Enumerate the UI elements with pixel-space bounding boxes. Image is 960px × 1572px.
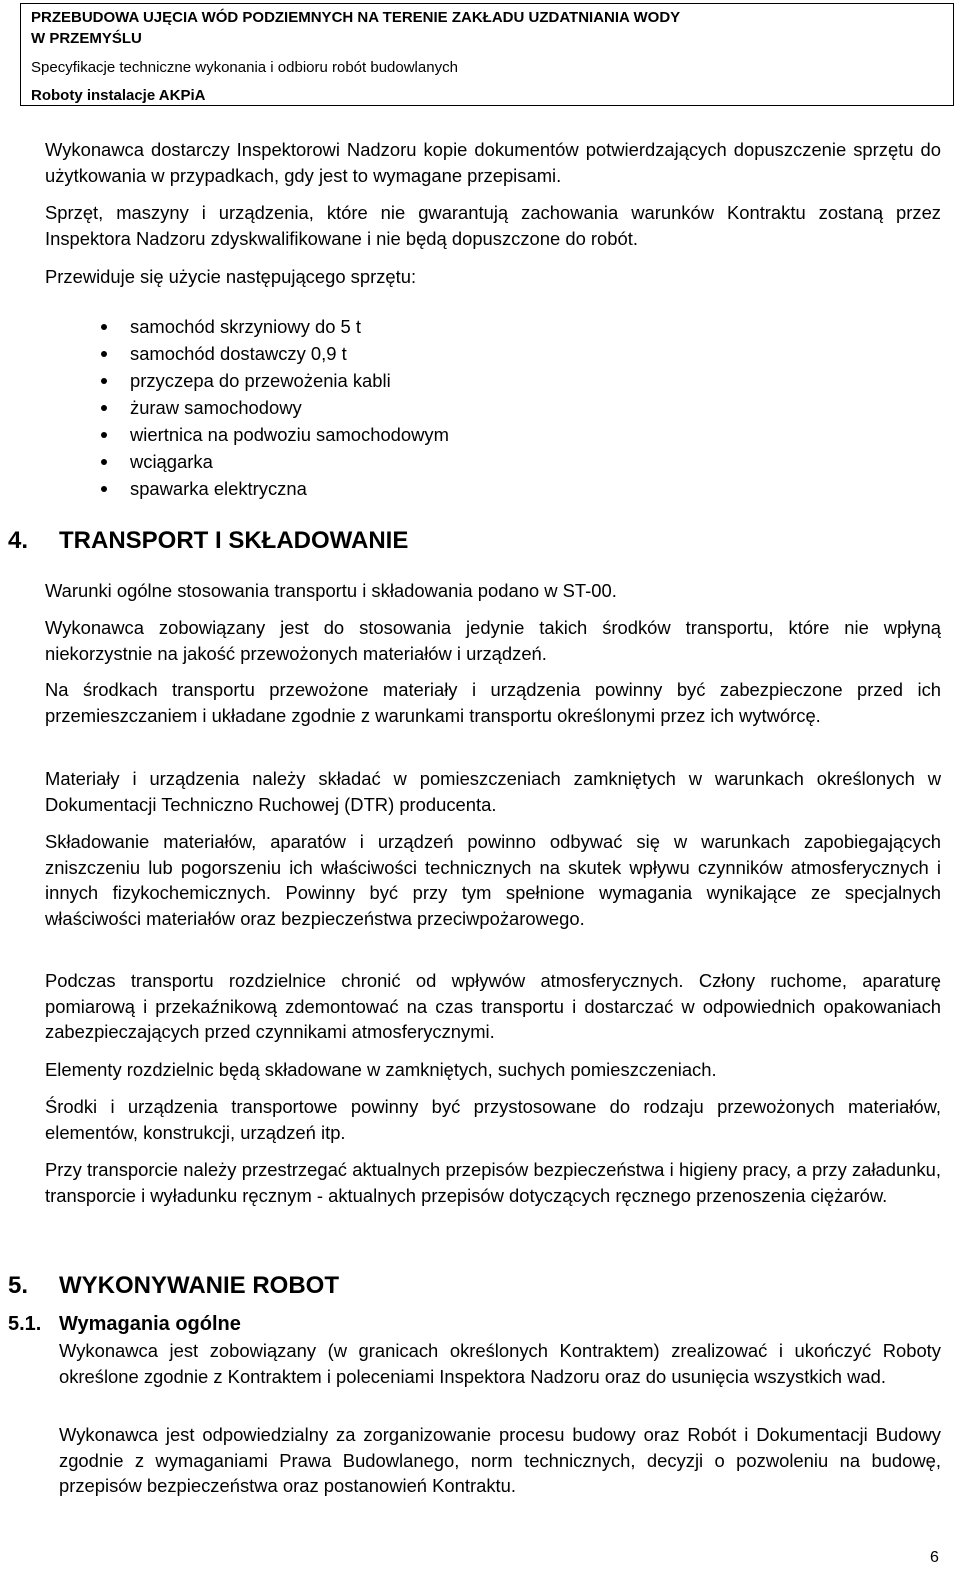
section-4-paragraph: Elementy rozdzielnic będą składowane w zamkniętych, suchych pomieszczeniach. <box>45 1059 717 1080</box>
intro-paragraph-1: Wykonawca dostarczy Inspektorowi Nadzoru kopie dokumentów potwierdzających dopuszczenie sprzętu do użytkowania w przypadkach, gdy jest to wymagane przepisami. <box>45 139 941 186</box>
section-4-paragraph: Materiały i urządzenia należy składać w pomieszczeniach zamkniętych w warunkach określonych w Dokumentacji Techniczno Ruchowej (DTR) producenta. <box>45 768 941 815</box>
list-item <box>130 421 449 448</box>
section-4-title: TRANSPORT I SKŁADOWANIE <box>59 527 409 554</box>
bullet-icon <box>101 378 107 384</box>
section-4-paragraph: Przy transporcie należy przestrzegać aktualnych przepisów bezpieczeństwa i higieny pracy, a przy załadunku, transporcie i wyładunku ręcznym - aktualnych przepisów dotyczących ręcznego przenoszenia ciężarów. <box>45 1159 941 1206</box>
list-item-text: żuraw samochodowy <box>130 397 302 418</box>
section-5-1-title: Wymagania ogólne <box>59 1313 241 1335</box>
section-5-paragraph: Wykonawca jest odpowiedzialny za zorganizowanie procesu budowy oraz Robót i Dokumentacji Budowy zgodnie z wymaganiami Prawa Budowlanego, norm technicznych, decyzji o pozwoleniu na budowę, przepisów bezpieczeństwa oraz postanowień Kontraktu. <box>59 1424 941 1496</box>
list-item-text: samochód dostawczy 0,9 t <box>130 343 347 364</box>
section-5-title: WYKONYWANIE ROBOT <box>59 1272 339 1299</box>
list-item-text: spawarka elektryczna <box>130 478 307 499</box>
section-4-paragraph: Wykonawca zobowiązany jest do stosowania jedynie takich środków transportu, które nie wpłyną niekorzystnie na jakość przewożonych materiałów i urządzeń. <box>45 617 941 664</box>
bullet-icon <box>101 486 107 492</box>
list-item-text: wiertnica na podwoziu samochodowym <box>130 424 449 445</box>
page-number: 6 <box>930 1549 939 1566</box>
list-item <box>130 475 307 502</box>
header-title-line1: PRZEBUDOWA UJĘCIA WÓD PODZIEMNYCH NA TERENIE ZAKŁADU UZDATNIANIA WODY <box>31 9 681 26</box>
list-item <box>130 367 391 394</box>
section-4-paragraph: Środki i urządzenia transportowe powinny być przystosowane do rodzaju przewożonych materiałów, elementów, konstrukcji, urządzeń itp. <box>45 1096 941 1143</box>
intro-paragraph-2: Sprzęt, maszyny i urządzenia, które nie gwarantują zachowania warunków Kontraktu zostaną przez Inspektora Nadzoru zdyskwalifikowane i nie będą dopuszczone do robót. <box>45 202 941 249</box>
list-item <box>130 448 213 475</box>
section-4-number: 4. <box>8 527 29 554</box>
section-4-paragraph: Na środkach transportu przewożone materiały i urządzenia powinny być zabezpieczone przed ich przemieszczaniem i układane zgodnie z warunkami transportu określonymi przez ich wytwórcę. <box>45 679 941 726</box>
header-subtitle: Specyfikacje techniczne wykonania i odbioru robót budowlanych <box>31 59 458 76</box>
bullet-icon <box>101 405 107 411</box>
list-item <box>130 313 361 340</box>
list-item-text: przyczepa do przewożenia kabli <box>130 370 391 391</box>
section-5-number: 5. <box>8 1272 29 1299</box>
header-section: Roboty instalacje AKPiA <box>31 87 206 104</box>
section-4-paragraph: Składowanie materiałów, aparatów i urządzeń powinno odbywać się w warunkach zapobiegających zniszczeniu lub pogorszeniu ich właściwości technicznych na skutek wpływu czynników atmosferycznych i innych fizykochemicznych. Powinny być przy tym spełnione wymagania wynikające ze specjalnych właściwości materiałów oraz bezpieczeństwa przeciwpożarowego. <box>45 831 941 929</box>
list-item <box>130 394 302 421</box>
intro-paragraph-3: Przewiduje się użycie następującego sprzętu: <box>45 266 417 287</box>
section-5-paragraph: Wykonawca jest zobowiązany (w granicach określonych Kontraktem) zrealizować i ukończyć Roboty określone zgodnie z Kontraktem i poleceniami Inspektora Nadzoru oraz do usunięcia wszystkich wad. <box>59 1340 941 1387</box>
document-header <box>20 3 954 106</box>
list-item-text: wciągarka <box>130 451 213 472</box>
section-5-1-number: 5.1. <box>8 1313 42 1335</box>
bullet-icon <box>101 351 107 357</box>
header-title-line2: W PRZEMYŚLU <box>31 30 142 47</box>
bullet-icon <box>101 432 107 438</box>
section-4-paragraph: Warunki ogólne stosowania transportu i składowania podano w ST-00. <box>45 580 617 601</box>
section-4-paragraph: Podczas transportu rozdzielnice chronić od wpływów atmosferycznych. Człony ruchome, aparaturę pomiarową i przekaźnikową zdemontować na czas transportu i dostarczać w odpowiednich opakowaniach zabezpieczających przed czynnikami atmosferycznymi. <box>45 970 941 1042</box>
list-item <box>130 340 347 367</box>
bullet-icon <box>101 459 107 465</box>
bullet-icon <box>101 324 107 330</box>
list-item-text: samochód skrzyniowy do 5 t <box>130 316 362 337</box>
